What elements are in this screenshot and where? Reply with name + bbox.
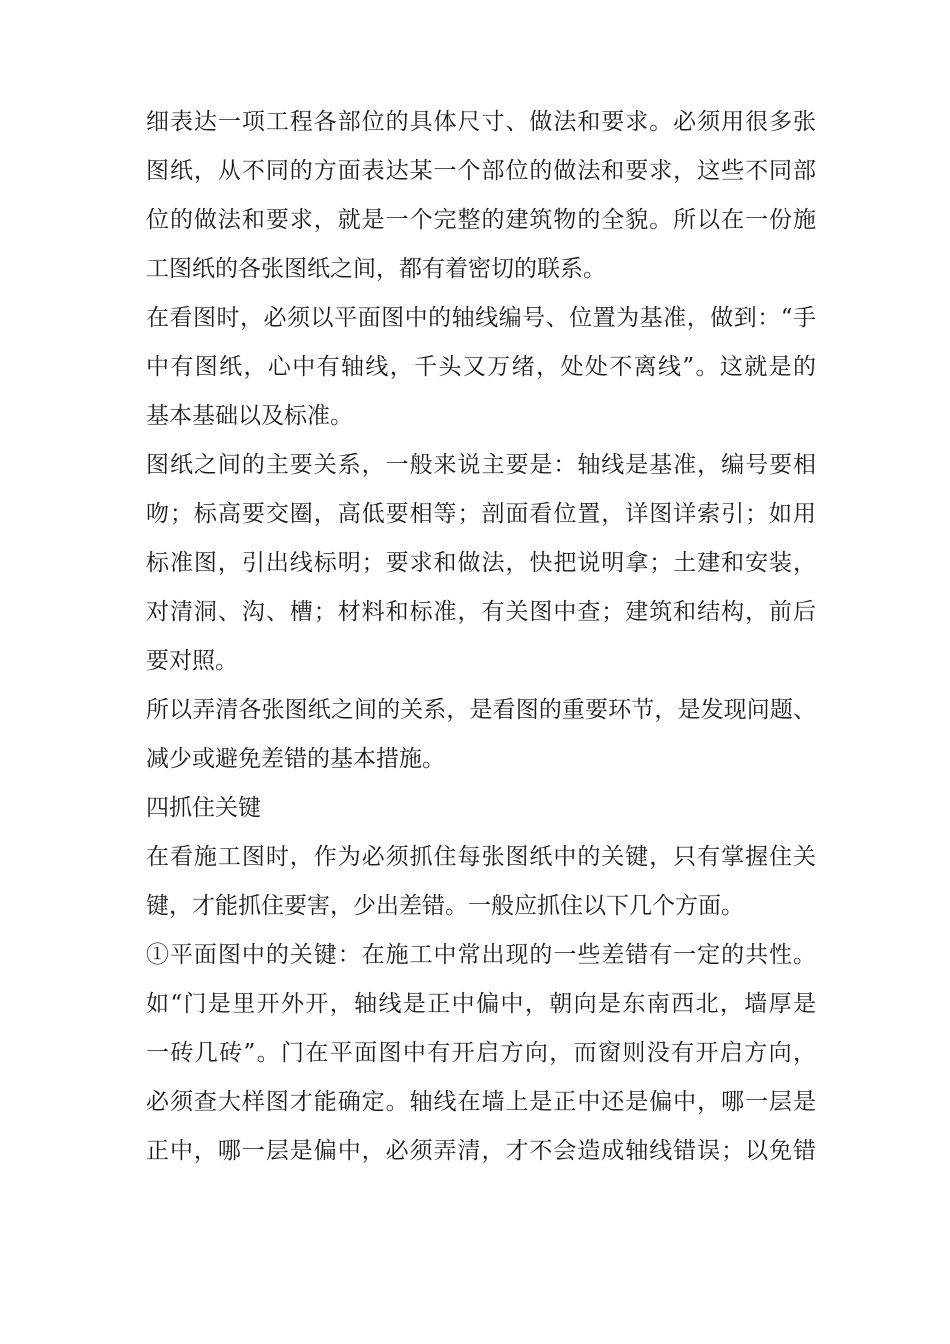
text-line: 要对照。: [146, 648, 238, 674]
text-line: 位的做法和要求，就是一个完整的建筑物的全貌。所以在一份施: [146, 207, 816, 233]
text-line: 标准图，引出线标明；要求和做法，快把说明拿；土建和安装，: [146, 550, 816, 576]
text-line: 对清洞、沟、槽；材料和标准，有关图中查；建筑和结构，前后: [146, 599, 816, 625]
text-line: 在看施工图时，作为必须抓住每张图纸中的关键，只有掌握住关: [146, 844, 816, 870]
document-body: [146, 98, 816, 1176]
text-line: ①平面图中的关键：在施工中常出现的一些差错有一定的共性。: [146, 942, 816, 968]
text-line: 正中，哪一层是偏中，必须弄清，才不会造成轴线错误；以免错: [146, 1138, 816, 1164]
text-line: 在看图时，必须以平面图中的轴线编号、位置为基准，做到：“手: [146, 305, 816, 331]
text-line: 细表达一项工程各部位的具体尺寸、做法和要求。必须用很多张: [146, 109, 816, 135]
text-line: 工图纸的各张图纸之间，都有着密切的联系。: [146, 256, 606, 282]
text-line: 图纸，从不同的方面表达某一个部位的做法和要求，这些不同部: [146, 158, 816, 184]
text-line: 键，才能抓住要害，少出差错。一般应抓住以下几个方面。: [146, 893, 744, 919]
text-line: 必须查大样图才能确定。轴线在墙上是正中还是偏中，哪一层是: [146, 1089, 816, 1115]
text-line: 减少或避免差错的基本措施。: [146, 746, 445, 772]
text-line: 吻；标高要交圈，高低要相等；剖面看位置，详图详索引；如用: [146, 501, 816, 527]
text-line: 基本基础以及标准。: [146, 403, 353, 429]
text-line: 图纸之间的主要关系，一般来说主要是：轴线是基准，编号要相: [146, 452, 816, 478]
text-line: 如“门是里开外开，轴线是正中偏中，朝向是东南西北，墙厚是: [146, 991, 816, 1017]
text-line: 所以弄清各张图纸之间的关系，是看图的重要环节，是发现问题、: [146, 697, 816, 723]
text-line: 一砖几砖”。门在平面图中有开启方向，而窗则没有开启方向，: [146, 1040, 816, 1066]
section-heading: 四抓住关键: [146, 795, 261, 821]
text-line: 中有图纸，心中有轴线，千头又万绪，处处不离线”。这就是的: [146, 354, 816, 380]
